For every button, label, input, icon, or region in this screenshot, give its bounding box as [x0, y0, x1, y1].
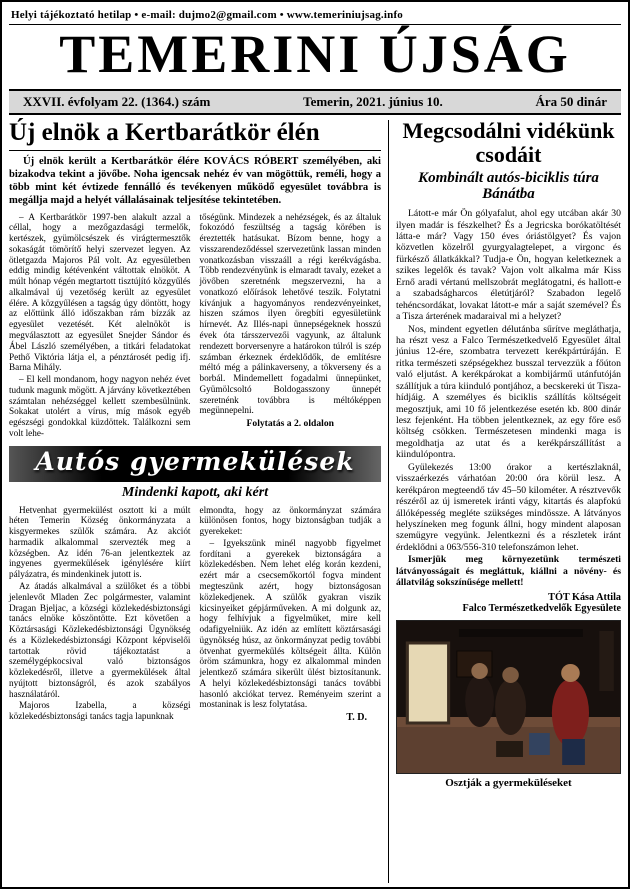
photo-figure-red-head [561, 664, 580, 682]
headline-megcsodalni: Megcsodálni vidékünk csodáit [402, 118, 615, 167]
paragraph: Hetvenhat gyermekülést osztott ki a múlt héten Temerin Község önkormányzata a kisgyermekes szülők számára. Az akciót harmadik alkalommal szervezték meg a községben. Az idén 76-an jelentkeztek az ingyenes gyermekülések igénylésére kiírt pályázatra, és mindenkinek jutott is. [9, 504, 191, 580]
author-initials: T. D. [346, 712, 367, 724]
paragraph: Az átadás alkalmával a szülőket és a többi jelenlevőt Mladen Zec polgármester, valamint Dragan Bjeljac, a községi közlekedésbiztonsági tanács elnöke köszöntötte. Ezt követően a Köztársasági Közlekedésbiztonsági Ügynökség és a Közlekedésbiztonsági Központ képviselői tartottak rövid tájékoztatást a személygépkocsival való biztonságos közlekedésről, illetve a gyermekülések által nyújtott biztonságról, és azok szabályos használatáról. [9, 581, 191, 699]
continuation-note: Folytatás a 2. oldalon [246, 418, 334, 430]
kertbaratkor-body [9, 212, 381, 440]
header-tagline: Helyi tájékoztató hetilap • e-mail: dujmo2@gmail.com • www.temeriniujsag.info [11, 9, 404, 21]
photo-figure-red-shirt [552, 679, 589, 747]
paragraph: Látott-e már Ön gólyafalut, ahol egy utcában akár 30 ilyen madár is fészkelhet? És a Jegricska borókatöltését látta-e már? Vagy 150 éves óriástölgyet? És vajon közvetlen közelről gyurgyalagtelepet, a virgonc és fürkésző állatkákkal? Tudja-e Ön, hogyan keletkeznek a szikes legelők és tavak? Vajon volt alkalma már Kiss Ernő aradi vértanú mellszobrát meglátogatni, és hallott-e a szabadságharcos életútjáról? Szabadon legelő tehéncsordákat, lovakat látott-e már a saját szemével? És a Tisza árterének madaraival mi a helyzet? [396, 208, 621, 323]
photo-child-seat [562, 739, 585, 765]
article-photo [396, 620, 621, 774]
paragraph: – El kell mondanom, hogy nagyon nehéz évet tudunk magunk mögött. A járvány következtében számtalan nehézséggel kellett szembesülnünk. Sokakat utolért a vírus, míg mások egyéb egészségi gondokkal küzdöttek. Találkozni sem volt lehe- [9, 374, 191, 438]
banner-gyermekulesek: Autós gyermekülések [9, 446, 381, 482]
photo-child-seat-2 [529, 733, 550, 755]
photo-illustration [397, 621, 620, 773]
photo-box [496, 741, 523, 757]
paragraph: Nos, mindent egyetlen délutánba sűrítve megláthatja, ha részt vesz a Falco Természetkedvelő Egyesület által június 12-ére, szombatra tervezett kerékpártúráján. E ritka természeti szépségekhez busszal tervezzük a főúton való eljutást. A kerékpárokat a kombijármű utánfutóján szállítjuk a túra kiinduló pontjához, a becskereki út Tisza-hídjáig. A személyes és biciklis szállítás költségeit megosztjuk, ami 10 fő jelentkezése esetén kb. 800 dinár lesz fejenként. Ha többen jelentkeznek, az egy főre eső költség csökken. Természetesen mindenki maga is megoldhatja az utat és a kerékpárszállítást a kiindulópontra. [396, 323, 621, 461]
left-column [9, 118, 381, 883]
kertbaratkor-col1 [9, 212, 191, 440]
kertbaratkor-col2 [200, 212, 382, 440]
photo-figure-1 [465, 675, 494, 727]
photo-ceiling-beam [459, 629, 583, 637]
issue-number: XXVII. évfolyam 22. (1364.) szám [23, 94, 211, 110]
paragraph: – Igyekszünk minél nagyobb figyelmet fordítani a gyerekek biztonságára a közlekedésben. Nem lehet elég korán kezdeni, ezért már a csecsemőkortól fogva mindent megteszünk azért, hogy biztonságosan közlekedjenek. A szülők gyakran viszik kicsinyeiket gépjárműveken. A mi dolgunk az, hogy felhívjuk a figyelmüket, mire kell odafigyelniük. Az idén az említett köztársasági ügynökség húsz, az önkormányzat pedig további ötvenhat gyermekülés költségeit állta. Külön öröm számunkra, hogy ez alkalommal minden jelentkező számára sikerült ülést biztosítanunk. A helyi közlekedésbiztonsági tanács további hasonló akciókat tervez. Reményeim szerint a mostaninak is lesz folytatása. [199, 537, 381, 710]
author-name: TÓT Kása Attila [548, 591, 621, 603]
gyermekulesek-body [9, 505, 381, 724]
photo-figure-2-head [502, 667, 519, 683]
subtitle-megcsodalni: Kombinált autós-biciklis túra Bánátba [418, 169, 599, 203]
issue-price: Ára 50 dinár [535, 94, 607, 110]
masthead-title: TEMERINI ÚJSÁG [59, 24, 571, 84]
right-column [396, 118, 621, 883]
paragraph: tőségünk. Mindezek a nehézségek, és az általuk fokozódó feszültség a tagság körében is éreztették hatásukat. Bízom benne, hogy a visszarendeződéssel szervezetünk lassan minden vonatkozásban visszaáll a régi kerékvágásba. Több rendezvényünk is elmaradt tavaly, ezeket a jövőben szeretnénk megszervezni, ha a vonatkozó előírások lehetővé teszik. Folytatni kívánjuk a hagyományos rendezvényeinket, hiszen számos ilyen öregbíti egyesületünk hírnevét. Az Illés-napi ünnepségeknek hosszú évek óta társszervezői vagyunk, az általunk rendezett borversenyre a határokon túlról is szép számban érkeznek érdeklődők, de említésre méltó még a pálinkaverseny, a tökverseny és a borbál. Mindemellett fogadalmi ünnepünket, Gyümölcsoltó Boldogasszony ünnepét szeretnénk továbbra is méltóképpen megünnepelni. [199, 211, 381, 416]
photo-cabinet [599, 631, 613, 691]
photo-doorway [407, 643, 448, 723]
headline-kertbaratkor: Új elnök a Kertbarátkör élén [9, 118, 381, 151]
megcsodalni-body [396, 208, 621, 589]
issue-info-bar [9, 89, 621, 115]
photo-figure-2 [495, 679, 526, 735]
gyermekulesek-col1 [9, 505, 191, 724]
column-divider [388, 120, 389, 883]
paragraph: elmondta, hogy az önkormányzat számára különösen fontos, hogy biztonságban tudják a gyerekeket: [199, 504, 381, 537]
paragraph: Ismerjük meg környezetünk természeti látványosságait és megláttuk, kiállni a növény- és állatvilág sokszínűsége mellett! [396, 554, 621, 589]
lead-kertbaratkor: Új elnök került a Kertbarátkör élére KOVÁCS RÓBERT személyében, aki bizakodva tekint a jövőbe. Noha igencsak nehéz év van mögöttük, reméli, hogy a több mint két évtizede fennálló és tevékenyen működő egyesület továbbra is megállja majd a helyét vállalásainak teljesítése tekintetében. [9, 156, 381, 207]
paragraph: – A Kertbarátkör 1997-ben alakult azzal a céllal, hogy a mezőgazdasági termelők, kertészek, gyümölcsészek és virágtermesztők sokaságát tömörítő helyi szervezet legyen. Az ötletgazda Majoros Pál volt. Az egyesületben eddig mindig kétévenként váltottak elnököt. A múlt hónap végén megtartott tisztújító közgyűlés alkalmával új vezetőség került az egyesület élére. A közgyűlésen a tagság úgy döntött, hogy az előttünk álló időszakban rám bízzák az egyesület vezetését. Két alelnököt is megválasztott az egyesület Snejder Sándor és Ábel László személyében, a titkári feladatokat Pethő Viktória látja el, a pénztárosét pedig ifj. Barna Mihály. [9, 211, 191, 373]
page-content [9, 115, 621, 883]
gyermekulesek-col2 [200, 505, 382, 724]
paragraph: Gyülekezés 13:00 órakor a kertészlaknál, visszaérkezés várhatóan 20:00 óra körül lesz. A kerékpáron megteendő táv 45–50 kilométer. A résztvevők részéről az új ismeretek iránti vágy, kitartás és alapfokú állóképesség megléte szükséges mindössze. A látványos helyszíneken meg fogunk állni, hogy mindent alaposan szemügyre vegyünk. Jelentkezni és a részletek iránt érdeklődni a 063/556-310 telefonszámon lehet. [396, 461, 621, 553]
photo-caption: Osztják a gyermeküléseket [445, 776, 572, 789]
author-organization: Falco Természetkedvelők Egyesülete [462, 602, 621, 614]
photo-figure-1-head [471, 663, 488, 679]
issue-date: Temerin, 2021. június 10. [303, 94, 443, 110]
subtitle-gyermekulesek: Mindenki kapott, aki kért [121, 484, 269, 500]
paragraph: Majoros Izabella, a községi közlekedésbiztonsági tanács tagja lapunknak [9, 700, 191, 722]
